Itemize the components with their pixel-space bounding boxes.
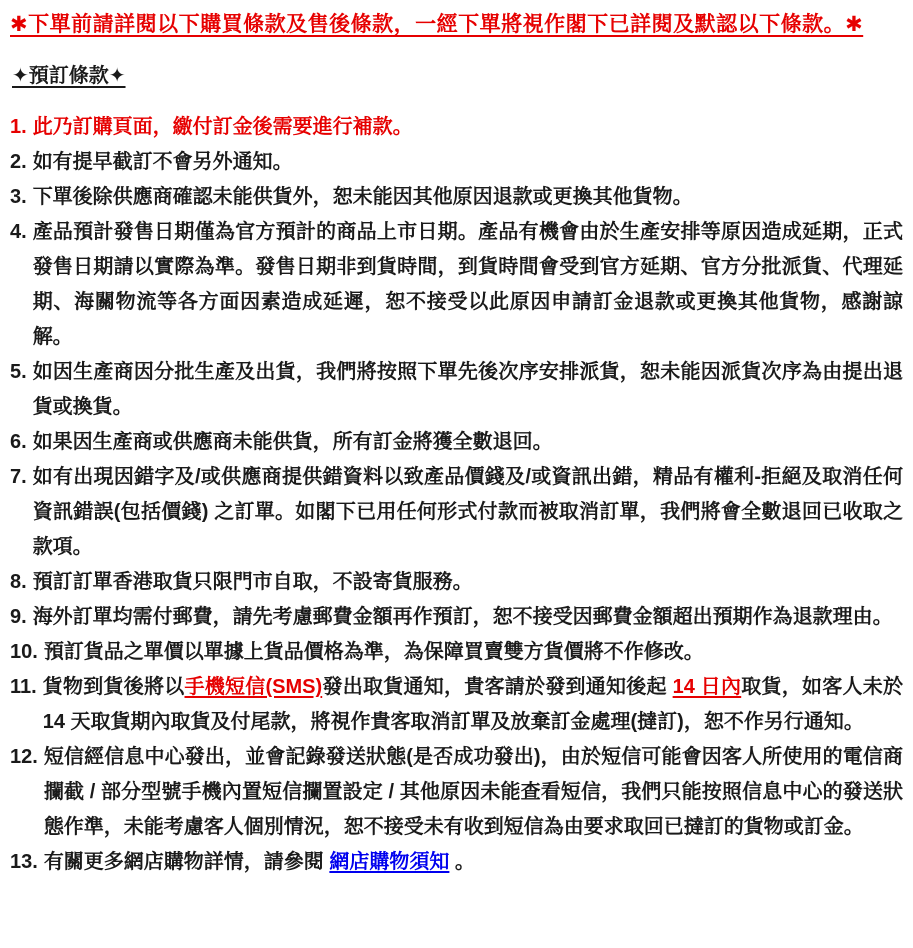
shop-guide-link[interactable]: 網店購物須知: [329, 851, 450, 873]
term-text: [33, 600, 903, 635]
term-text: [44, 740, 903, 845]
term-item-2: [10, 145, 903, 180]
term-number: 12.: [10, 746, 38, 768]
term-item-7: [10, 460, 903, 565]
top-warning-notice: ✱下單前請詳閱以下購買條款及售後條款，一經下單將視作閣下已詳閱及默認以下條款。✱: [10, 13, 864, 36]
term-item-9: [10, 600, 903, 635]
term-text: [33, 110, 903, 145]
text-run: 如有提早截訂不會另外通知。: [32, 151, 293, 173]
term-number: 3.: [10, 186, 27, 208]
term-number: 4.: [10, 221, 27, 243]
text-run: 發出取貨通知，貴客請於發到通知後起: [322, 676, 673, 698]
term-item-11: [10, 670, 903, 740]
term-text: [33, 460, 903, 565]
text-run: 此乃訂購頁面，繳付訂金後需要進行補款。: [32, 116, 413, 138]
term-item-4: [10, 215, 903, 355]
term-number: 7.: [10, 466, 27, 488]
text-run: 如有出現因錯字及/或供應商提供錯資料以致產品價錢及/或資訊出錯，精品有權利-拒絕及取消任何資訊錯誤(包括價錢) 之訂單。如閣下已用任何形式付款而被取消訂單，我們將會全數退回已收取之款項。: [32, 466, 903, 558]
term-item-12: [10, 740, 903, 845]
term-number: 2.: [10, 151, 27, 173]
section-title-preorder-terms: ✦預訂條款✦: [12, 65, 126, 87]
text-run: 短信經信息中心發出，並會記錄發送狀態(是否成功發出)，由於短信可能會因客人所使用的電信商攔截 / 部分型號手機內置短信攔置設定 / 其他原因未能查看短信，我們只能按照信息中心的發送狀態作準，未能考慮客人個別情況，恕不接受未有收到短信為由要求取回已撻訂的貨物或訂金。: [43, 746, 903, 838]
text-run: 預訂貨品之單價以單據上貨品價格為準，為保障買賣雙方貨價將不作修改。: [43, 641, 704, 663]
term-item-1: [10, 110, 903, 145]
term-text: [33, 565, 903, 600]
term-number: 13.: [10, 851, 38, 873]
text-run: 有關更多網店購物詳情，請參閱: [43, 851, 330, 873]
text-run: 貨物到貨後將以: [42, 676, 185, 698]
text-run: 14 日內: [672, 676, 742, 698]
term-item-3: [10, 180, 903, 215]
term-number: 6.: [10, 431, 27, 453]
term-number: 8.: [10, 571, 27, 593]
term-number: 5.: [10, 361, 27, 383]
term-text: [44, 635, 903, 670]
term-text: [43, 670, 903, 740]
text-run: 如因生產商因分批生產及出貨，我們將按照下單先後次序安排派貨，恕未能因派貨次序為由提出退貨或換貨。: [32, 361, 903, 418]
term-text: [33, 145, 903, 180]
text-run: 下單後除供應商確認未能供貨外，恕未能因其他原因退款或更換其他貨物。: [32, 186, 693, 208]
term-text: [33, 180, 903, 215]
term-text: [44, 845, 903, 880]
text-run: 。: [449, 851, 475, 873]
terms-list: [10, 110, 903, 880]
term-item-13: [10, 845, 903, 880]
text-run: 取貨，如客人未於 14 天取貨期內取貨及付尾款，將視作貴客取消訂單及放棄訂金處理(撻訂)，恕不作另行通知。: [42, 676, 903, 733]
term-text: [33, 355, 903, 425]
term-item-8: [10, 565, 903, 600]
term-item-6: [10, 425, 903, 460]
text-run: 預訂訂單香港取貨只限門市自取，不設寄貨服務。: [32, 571, 473, 593]
term-text: [33, 425, 903, 460]
term-item-10: [10, 635, 903, 670]
term-text: [33, 215, 903, 355]
text-run: 產品預計發售日期僅為官方預計的商品上市日期。產品有機會由於生產安排等原因造成延期，正式發售日期請以實際為準。發售日期非到貨時間，到貨時間會受到官方延期、官方分批派貨、代理延期、海關物流等各方面因素造成延遲，恕不接受以此原因申請訂金退款或更換其他貨物，感謝諒解。: [32, 221, 903, 348]
term-number: 10.: [10, 641, 38, 663]
text-run: 海外訂單均需付郵費，請先考慮郵費金額再作預訂，恕不接受因郵費金額超出預期作為退款理由。: [32, 606, 893, 628]
text-run: 手機短信(SMS): [184, 676, 323, 698]
term-item-5: [10, 355, 903, 425]
term-number: 9.: [10, 606, 27, 628]
term-number: 11.: [10, 676, 37, 698]
term-number: 1.: [10, 116, 27, 138]
text-run: 如果因生產商或供應商未能供貨，所有訂金將獲全數退回。: [32, 431, 553, 453]
